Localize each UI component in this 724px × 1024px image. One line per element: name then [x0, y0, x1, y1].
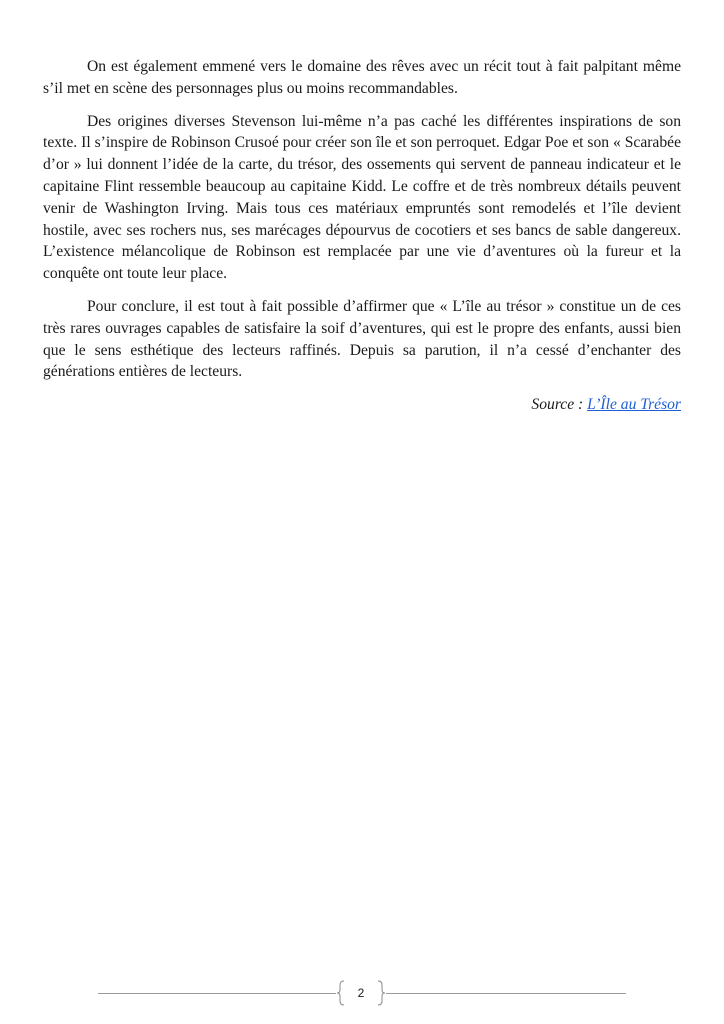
paragraph-conclusion: Pour conclure, il est tout à fait possible d’affirmer que « L’île au trésor » constitue un de ces très rares ouvrages capables de satisfaire la soif d’aventures, qui est le propre des enfants, aussi bien que le sens esthétique des lecteurs raffinés. Depuis sa parution, il n’a cessé d’enchanter des générations entières de lecteurs.: [43, 297, 681, 381]
footer-rule-left: [98, 993, 336, 994]
footer-right-brace-icon: [376, 980, 386, 1006]
source-link[interactable]: L’Île au Trésor: [587, 396, 681, 414]
page-footer: [0, 980, 724, 1006]
footer-rule-right: [386, 993, 626, 994]
paragraph-origins: Des origines diverses Stevenson lui-même n’a pas caché les différentes inspirations de son texte. Il s’inspire de Robinson Crusoé pour créer son île et son perroquet. Edgar Poe et son « Scarabée d’or » lui donnent l’idée de la carte, du trésor, des ossements qui servent de panneau indicateur et le capitaine Flint ressemble beaucoup au capitaine Kidd. Le coffre et de très nombreux détails peuvent venir de Washington Irving. Mais tous ces matériaux empruntés sont remodelés et l’île devient hostile, avec ses rochers nus, ses marécages dépourvus de cocotiers et ses bancs de sable dangereux. L’existence mélancolique de Robinson est remplacée par une vie d’aventures où la fureur et la conquête ont toute leur place.: [43, 112, 681, 283]
footer-left-brace-icon: [336, 980, 346, 1006]
source-label: Source :: [531, 396, 588, 414]
paragraph-dreams: On est également emmené vers le domaine des rêves avec un récit tout à fait palpitant même s’il met en scène des personnages plus ou moins recommandables.: [43, 58, 681, 97]
document-body: [43, 56, 681, 416]
source-citation: [43, 394, 681, 416]
page-number: 2: [357, 986, 365, 1000]
